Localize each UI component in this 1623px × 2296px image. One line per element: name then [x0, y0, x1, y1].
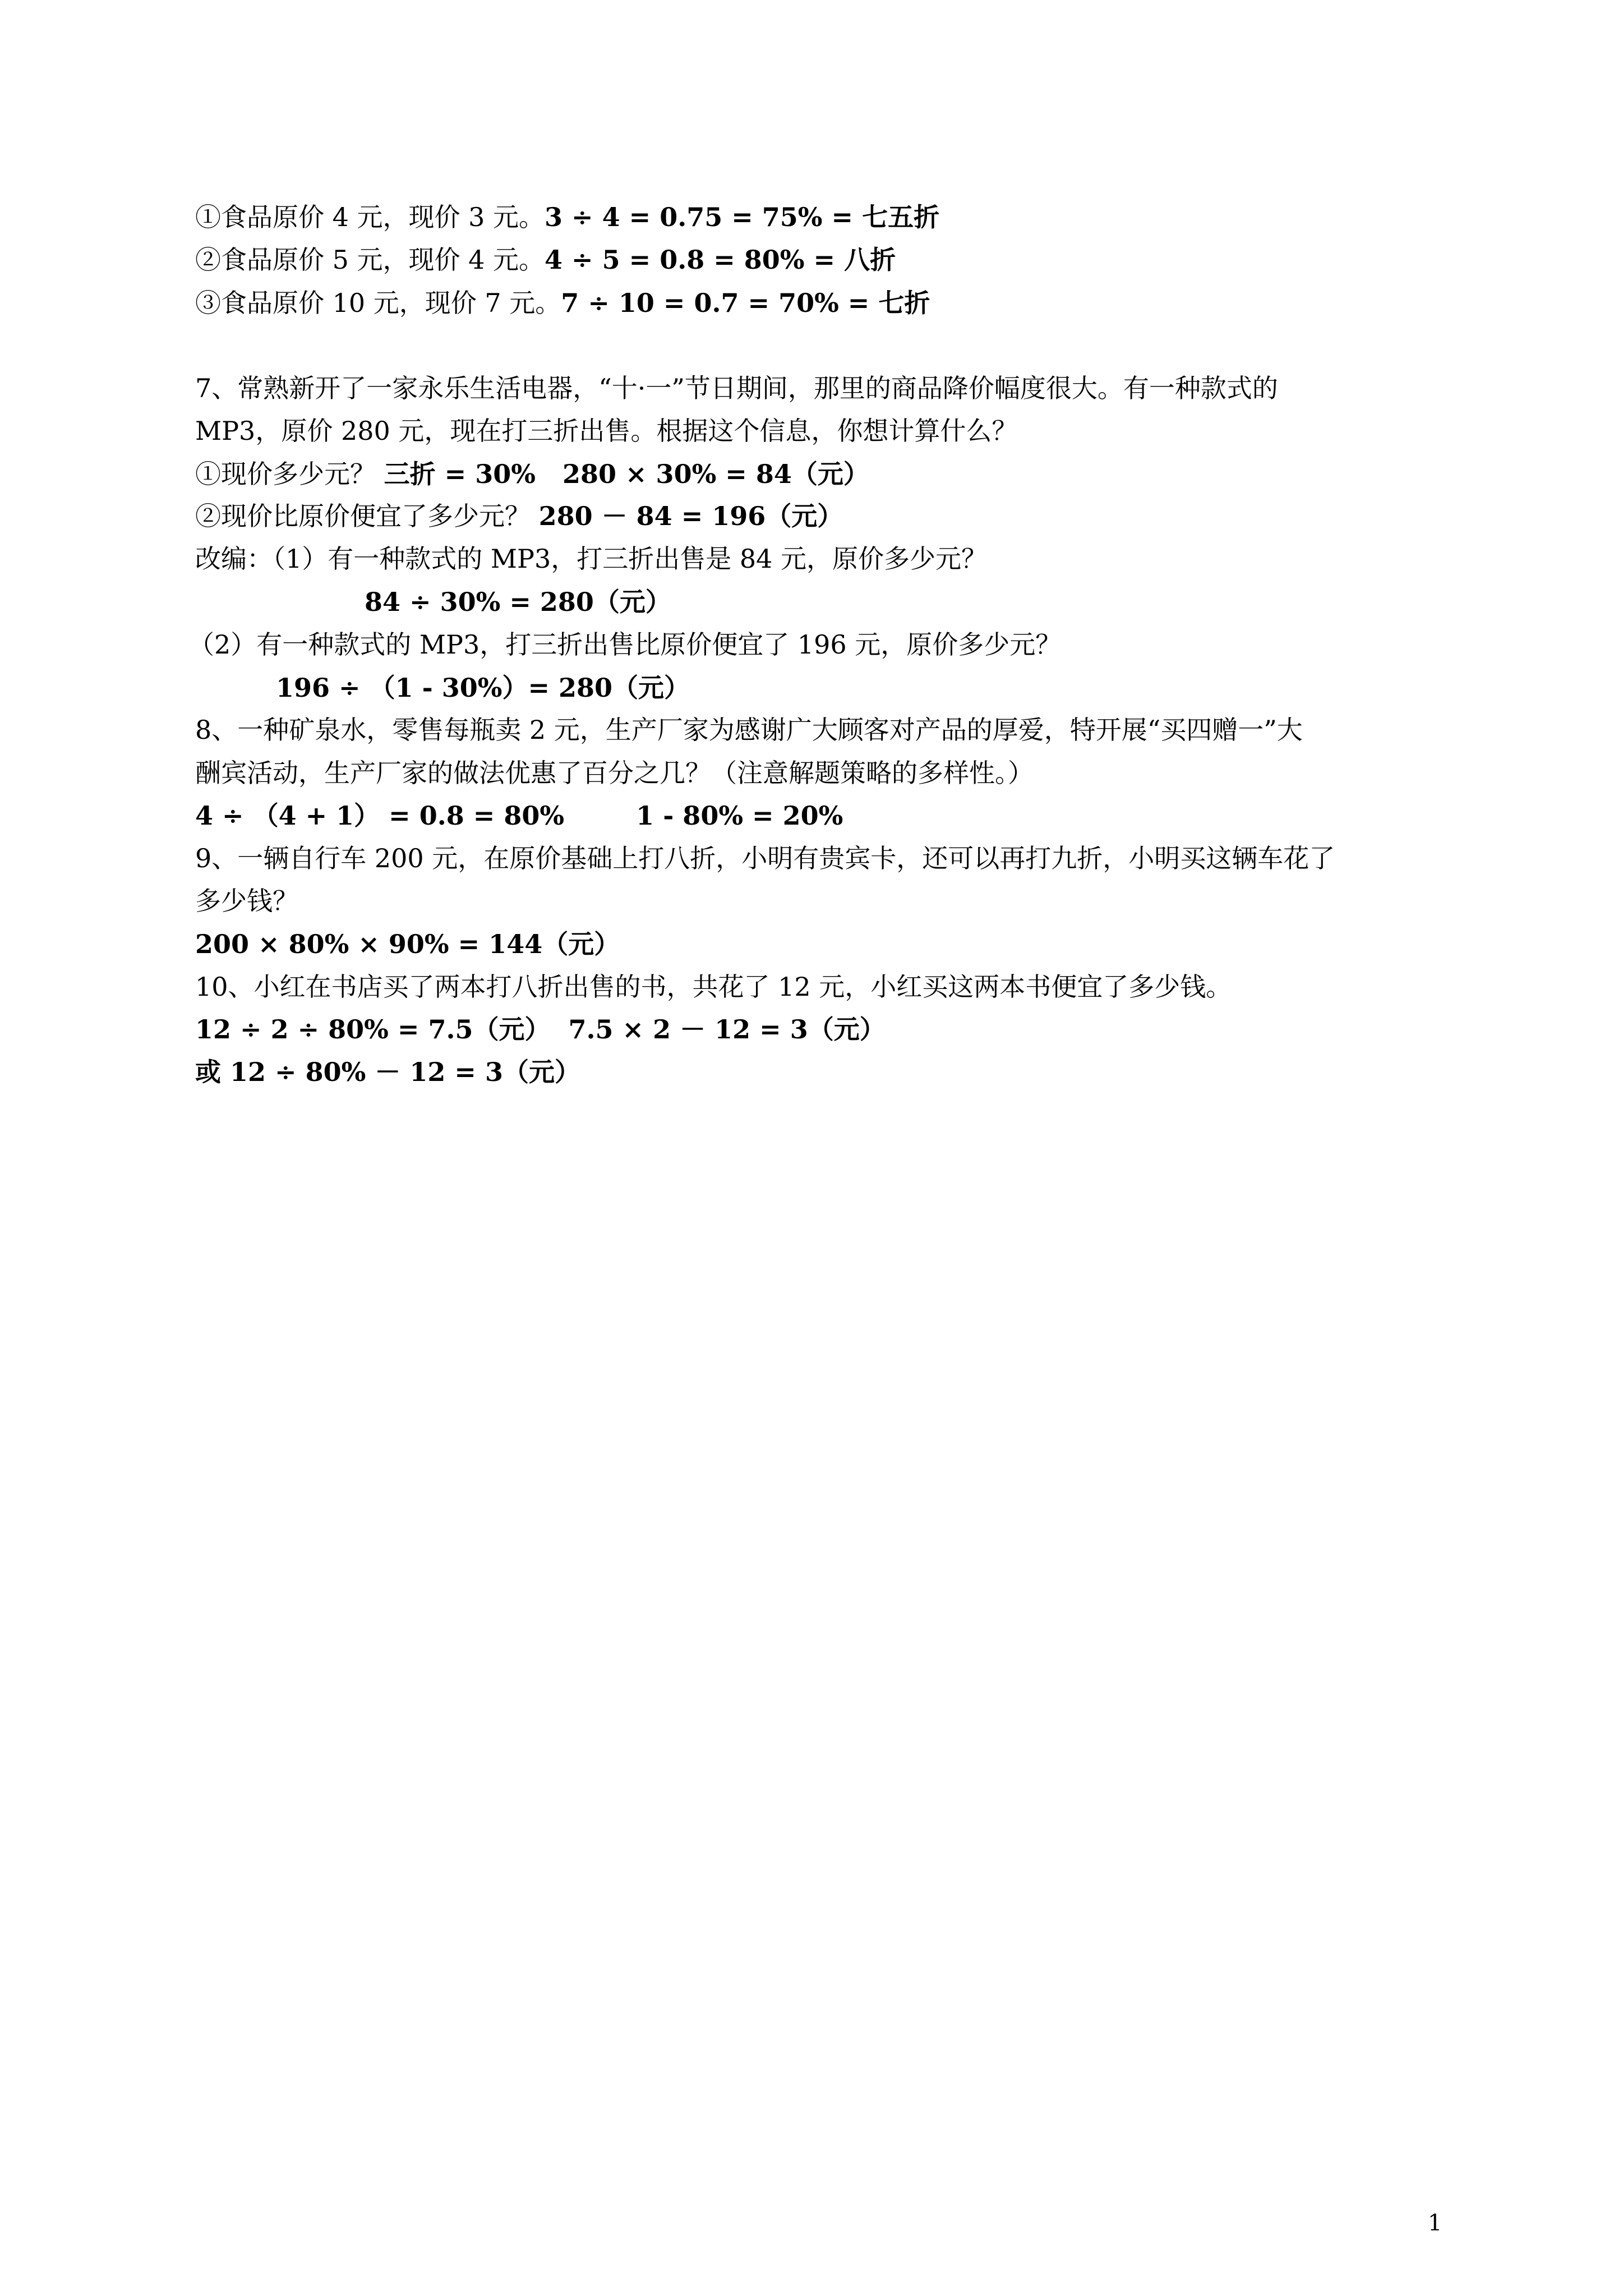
food-line-2-calc: 4 ÷ 5 = 0.8 = 80% = 八折 — [545, 245, 896, 275]
question-7-answer-2-text: ②现价比原价便宜了多少元？ — [195, 501, 539, 531]
question-9-line-2: 多少钱？ — [195, 886, 298, 916]
question-10-answer-1: 12 ÷ 2 ÷ 80% = 7.5（元） 7.5 × 2 － 12 = 3（元） — [195, 1014, 886, 1045]
adapted-question-1: 改编：（1）有一种款式的 MP3，打三折出售是 84 元，原价多少元？ — [195, 544, 987, 574]
question-7-answer-2 — [195, 499, 843, 533]
question-7-answer-1-calc: 三折 = 30% 280 × 30% = 84（元） — [384, 459, 869, 489]
question-10-line: 10、小红在书店买了两本打八折出售的书，共花了 12 元，小红买这两本书便宜了多少钱。 — [195, 972, 1232, 1002]
food-line-1-calc: 3 ÷ 4 = 0.75 = 75% = 七五折 — [545, 202, 940, 232]
question-8-line-1: 8、一种矿泉水，零售每瓶卖 2 元，生产厂家为感谢广大顾客对产品的厚爱，特开展“买四赠一”大 — [195, 715, 1303, 745]
food-line-3 — [195, 286, 930, 320]
question-7-answer-1-text: ①现价多少元？ — [195, 459, 384, 489]
question-10-answer-2: 或 12 ÷ 80% － 12 = 3（元） — [195, 1057, 580, 1087]
question-8-line-2: 酬宾活动，生产厂家的做法优惠了百分之几？（注意解题策略的多样性。） — [195, 758, 1034, 788]
food-line-1-text: ①食品原价 4 元，现价 3 元。 — [195, 202, 545, 232]
question-7-answer-2-calc: 280 － 84 = 196（元） — [538, 501, 843, 531]
adapted-answer-1: 84 ÷ 30% = 280（元） — [365, 587, 671, 617]
question-7-line-2: MP3，原价 280 元，现在打三折出售。根据这个信息，你想计算什么？ — [195, 416, 1018, 446]
food-line-2 — [195, 243, 896, 277]
adapted-answer-2: 196 ÷ （1 - 30%）= 280（元） — [276, 673, 690, 703]
question-8-answer: 4 ÷ （4 + 1） = 0.8 = 80% 1 - 80% = 20% — [195, 800, 843, 831]
question-7-line-1: 7、常熟新开了一家永乐生活电器，“十·一”节日期间，那里的商品降价幅度很大。有一种款式的 — [195, 373, 1278, 403]
question-7-answer-1 — [195, 457, 869, 491]
question-9-line-1: 9、一辆自行车 200 元，在原价基础上打八折，小明有贵宾卡，还可以再打九折，小明买这辆车花了 — [195, 843, 1335, 873]
page-number: 1 — [1428, 2210, 1442, 2236]
food-line-1 — [195, 200, 939, 234]
food-line-3-text: ③食品原价 10 元，现价 7 元。 — [195, 288, 561, 318]
adapted-question-2: （2）有一种款式的 MP3，打三折出售比原价便宜了 196 元，原价多少元？ — [188, 629, 1062, 660]
food-line-2-text: ②食品原价 5 元，现价 4 元。 — [195, 245, 545, 275]
food-line-3-calc: 7 ÷ 10 = 0.7 = 70% = 七折 — [561, 288, 930, 318]
question-9-answer: 200 × 80% × 90% = 144（元） — [195, 929, 620, 959]
